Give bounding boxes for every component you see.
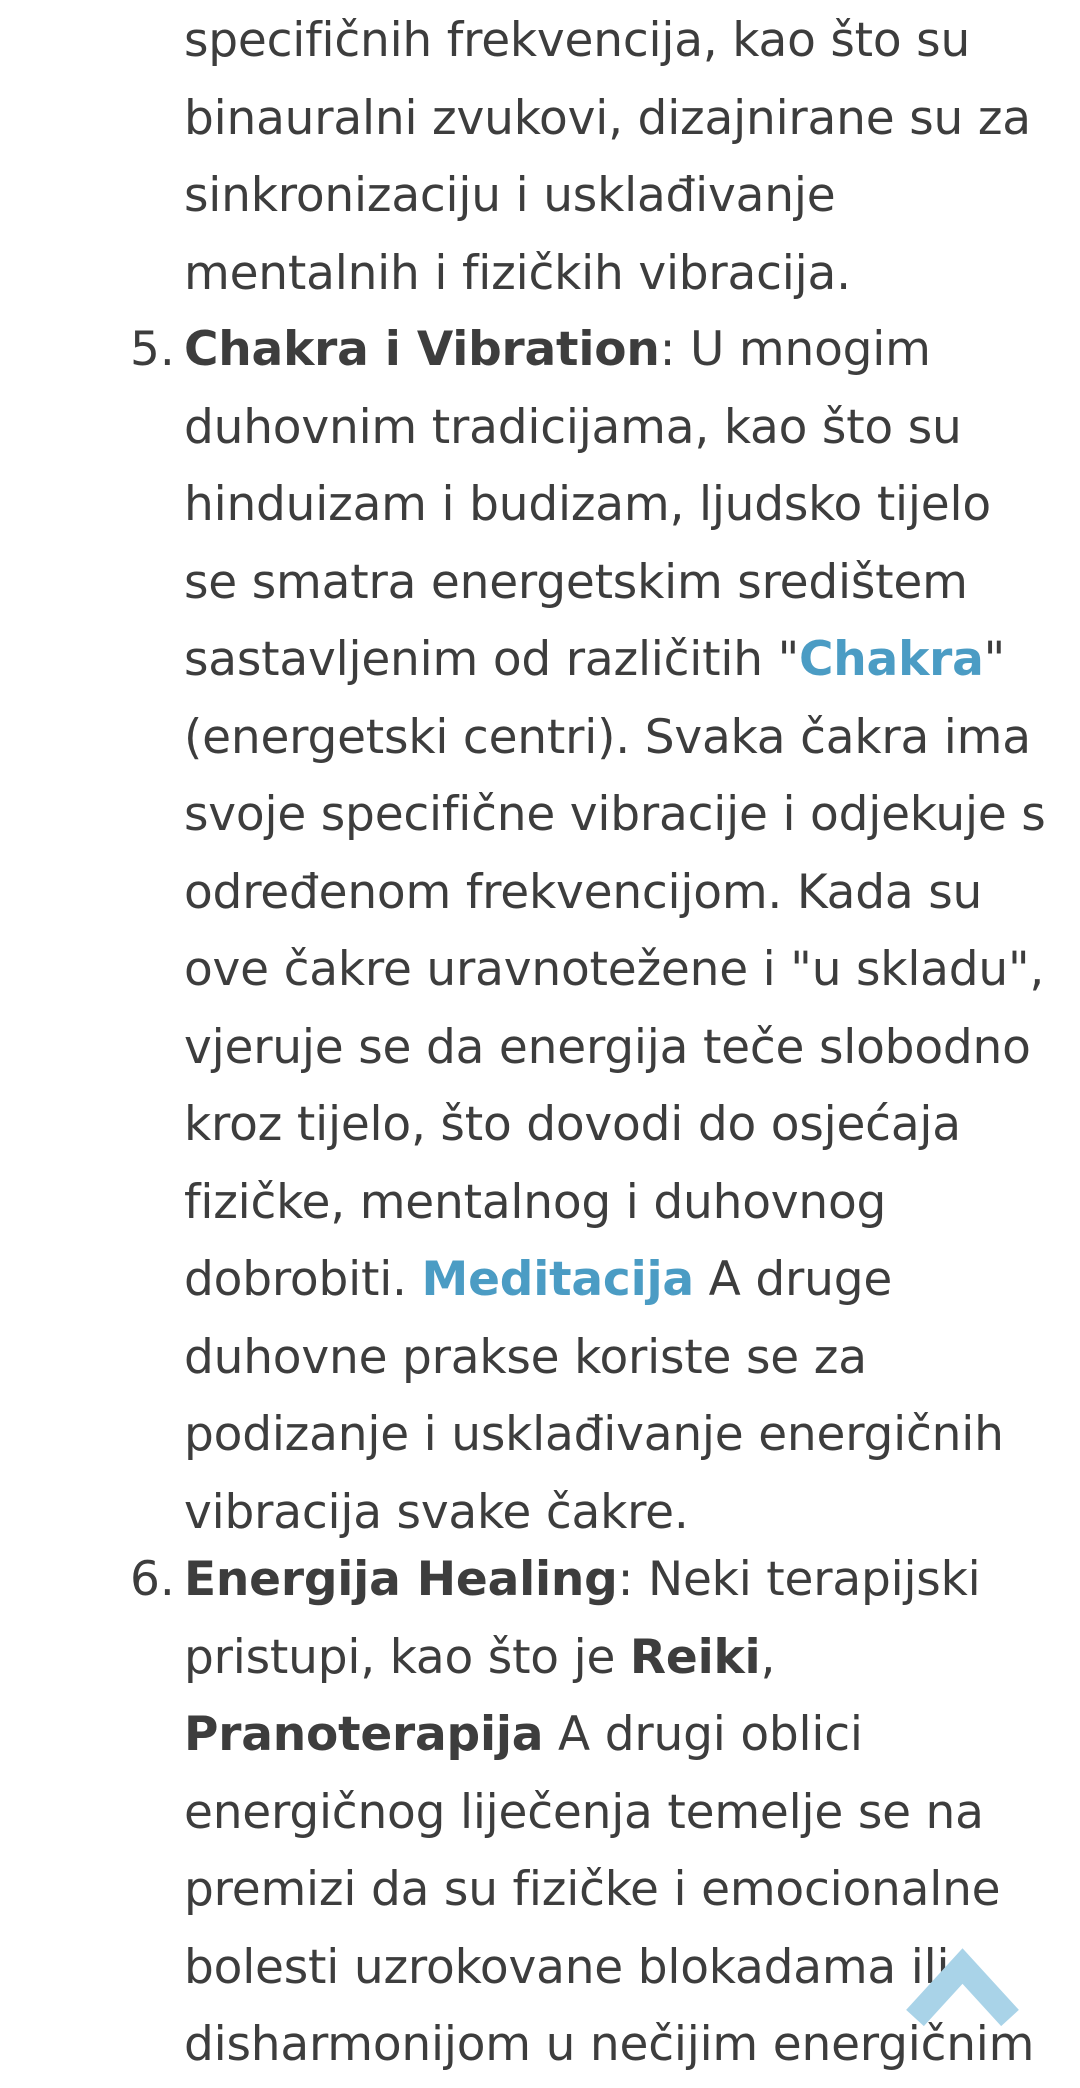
text-line: disharmonijom u nečijim energičnim [184,2017,1035,2072]
item-title: Chakra i Vibration [184,322,660,377]
list-item-chakra: Chakra i Vibration: U mnogim duhovnim tradicijama, kao što su hinduizam i budizam, ljudsko tijelo se smatra energetskim središtem sastavljenim od različitih "Chakra" (energetski centri). Svaka čakra ima svoje specifične vibracije i odjekuje s određenom frekvencijom. Kada su ove čakre uravnotežene i "u skladu", vjeruje se da energija teče slobodno kroz tijelo, što dovodi do osjećaja fizičke, mentalnog i duhovnog dobrobiti. Meditacija A druge duhovne prakse koriste se za podizanje i usklađivanje energičnih vibracija svake čakre. [184,311,1064,1551]
pranoterapija-term: Pranoterapija [184,1707,544,1762]
list-number-5: 5. [130,322,175,377]
text-line: (energetski centri). Svaka čakra ima [184,709,1031,765]
text-line: specifičnih frekvencija, kao što su [184,13,971,68]
text-line: duhovne prakse koriste se za [184,1329,867,1385]
meditacija-link[interactable]: Meditacija [421,1252,694,1307]
text-line: se smatra energetskim središtem [184,554,968,610]
reiki-term: Reiki [629,1629,761,1685]
text-line: ove čakre uravnotežene i "u skladu", [184,942,1045,997]
text-line: kroz tijelo, što dovodi do osjećaja [184,1097,961,1152]
list-item-energy-healing: Energija Healing: Neki terapijski pristupi, kao što je Reiki, Pranoterapija A drugi oblici energičnog liječenja temelje se na premizi da su fizičke i emocionalne bolesti uzrokovane blokadama ili disharmonijom u nečijim energičnim [184,1541,1064,2084]
item-4-continuation [184,2,1064,312]
chevron-up-icon [905,1948,1020,2030]
text-line: sinkronizaciju i usklađivanje [184,168,836,223]
text-line: vibracija svake čakre. [184,1484,689,1540]
text-line: vjeruje se da energija teče slobodno [184,1019,1031,1075]
chakra-link[interactable]: Chakra [799,632,984,687]
text-line: binauralni zvukovi, dizajnirane su za [184,90,1031,146]
text-line: određenom frekvencijom. Kada su [184,864,983,920]
text-line: energičnog liječenja temelje se na [184,1784,984,1840]
text-line: bolesti uzrokovane blokadama ili [184,1939,950,1995]
text-line: mentalnih i fizičkih vibracija. [184,245,851,301]
text-line: hinduizam i budizam, ljudsko tijelo [184,477,991,532]
item-title: Energija Healing [184,1552,618,1607]
text-line: svoje specifične vibracije i odjekuje s [184,787,1046,842]
list-number-6: 6. [130,1552,175,1607]
text-line: podizanje i usklađivanje energičnih [184,1407,1004,1462]
text-line: fizičke, mentalnog i duhovnog [184,1174,887,1230]
scroll-to-top-button[interactable] [905,1948,1020,2030]
text-line: duhovnim tradicijama, kao što su [184,399,962,455]
text-line: premizi da su fizičke i emocionalne [184,1862,1001,1917]
